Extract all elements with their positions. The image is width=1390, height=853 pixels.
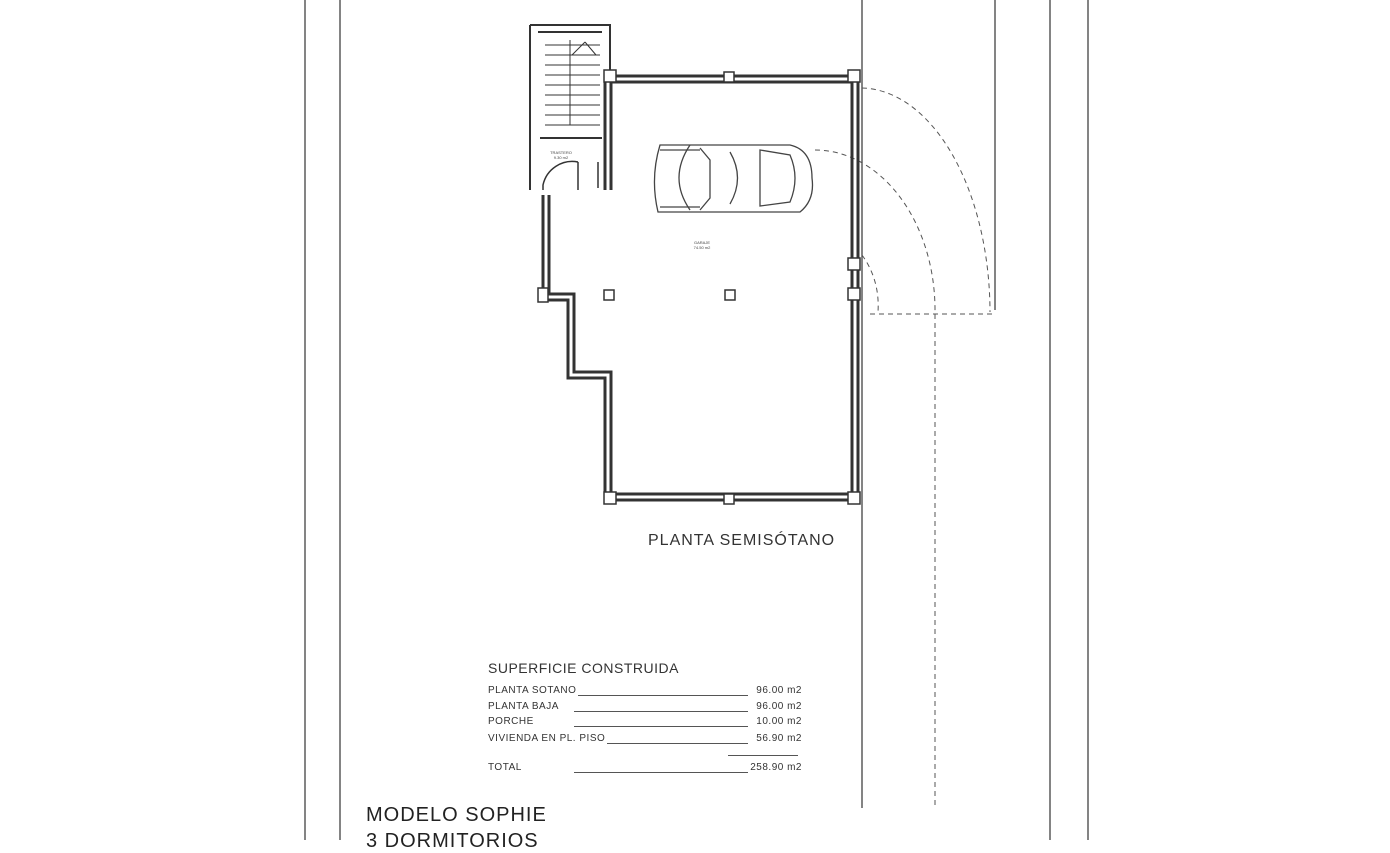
surface-row-value: 10.00 m2	[756, 716, 802, 727]
storage-room-label: TRASTERO 9.30 m2	[550, 150, 572, 160]
driveway-dashed-lines	[815, 88, 995, 808]
surface-total-row	[488, 762, 808, 776]
surface-row	[488, 685, 808, 699]
model-name: MODELO SOPHIE	[366, 804, 547, 826]
surface-row-value: 96.00 m2	[756, 685, 802, 696]
leader-line	[574, 772, 748, 773]
leader-line	[574, 711, 748, 712]
leader-line	[574, 726, 748, 727]
surface-row	[488, 733, 808, 747]
walls	[543, 76, 858, 500]
surface-total-label: TOTAL	[488, 762, 522, 773]
door-swing	[543, 161, 598, 190]
model-subtitle: 3 DORMITORIOS	[366, 830, 539, 852]
surface-row	[488, 701, 808, 715]
surface-row-value: 56.90 m2	[756, 733, 802, 744]
plan-title: PLANTA SEMISÓTANO	[648, 532, 836, 549]
surface-row-label: PORCHE	[488, 716, 534, 727]
car-icon	[654, 145, 812, 212]
total-separator	[728, 755, 798, 756]
surface-row-value: 96.00 m2	[756, 701, 802, 712]
surface-row-label: PLANTA SOTANO	[488, 685, 577, 696]
garage-room-label: GARAJE 74.50 m2	[693, 240, 711, 250]
surface-row-label: VIVIENDA EN PL. PISO	[488, 733, 606, 744]
leader-line	[574, 695, 748, 696]
surface-row	[488, 716, 808, 730]
surface-table-title: SUPERFICIE CONSTRUIDA	[488, 660, 679, 676]
surface-row-label: PLANTA BAJA	[488, 701, 559, 712]
columns	[538, 70, 860, 504]
surface-total-value: 258.90 m2	[750, 762, 802, 773]
